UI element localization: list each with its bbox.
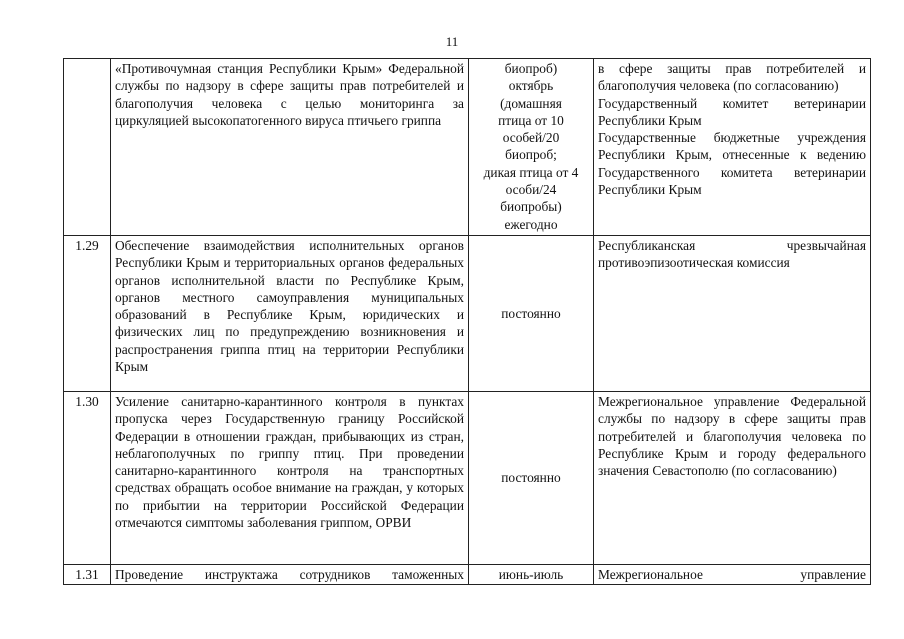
- table-row: [64, 59, 871, 236]
- row-number: 1.30: [64, 392, 111, 565]
- measure-responsible: в сфере защиты прав потребителей и благополучия человека (по согласованию) Государственный комитет ветеринарии Республики Крым Государственные бюджетные учреждения Республики Крым, отнесенные к ведению Государственного комитета ветеринарии Республики Крым: [594, 59, 871, 236]
- measure-responsible: Межрегиональное управление: [594, 565, 871, 585]
- measure-description: «Противочумная станция Республики Крым» Федеральной службы по надзору в сфере защиты прав потребителей и благополучия человека с целью мониторинга за циркуляцией высокопатогенного вируса птичьего гриппа: [111, 59, 469, 236]
- table-row: [64, 565, 871, 585]
- measure-term: биопроб) октябрь (домашняя птица от 10 особей/20 биопроб; дикая птица от 4 особи/24 биопробы) ежегодно: [469, 59, 594, 236]
- measure-description: Проведение инструктажа сотрудников таможенных: [111, 565, 469, 585]
- measure-term: постоянно: [469, 392, 594, 565]
- page-number: 11: [445, 34, 459, 49]
- measures-table: [63, 58, 871, 585]
- measure-term: постоянно: [469, 236, 594, 392]
- measure-term: июнь-июль: [469, 565, 594, 585]
- table-row: [64, 392, 871, 565]
- measure-responsible: Межрегиональное управление Федеральной службы по надзору в сфере защиты прав потребителей и благополучия человека по Республике Крым и городу федерального значения Севастополю (по согласованию): [594, 392, 871, 565]
- row-number: 1.29: [64, 236, 111, 392]
- measure-description: Усиление санитарно-карантинного контроля в пунктах пропуска через Государственную границу Российской Федерации в отношении граждан, прибывающих из стран, неблагополучных по гриппу птиц. При проведении санитарно-карантинного контроля на транспортных средствах обращать особое внимание на граждан, у которых по прибытии на территории Российской Федерации отмечаются симптомы заболевания гриппом, ОРВИ: [111, 392, 469, 565]
- measure-description: Обеспечение взаимодействия исполнительных органов Республики Крым и территориальных органов федеральных органов исполнительной власти по Республике Крым, органов местного самоуправления муниципальных образований в Республике Крым, юридических и физических лиц по предупреждению возникновения и распространения гриппа птиц на территории Республики Крым: [111, 236, 469, 392]
- row-number: [64, 59, 111, 236]
- measure-responsible: Республиканская чрезвычайная противоэпизоотическая комиссия: [594, 236, 871, 392]
- row-number: 1.31: [64, 565, 111, 585]
- table-row: [64, 236, 871, 392]
